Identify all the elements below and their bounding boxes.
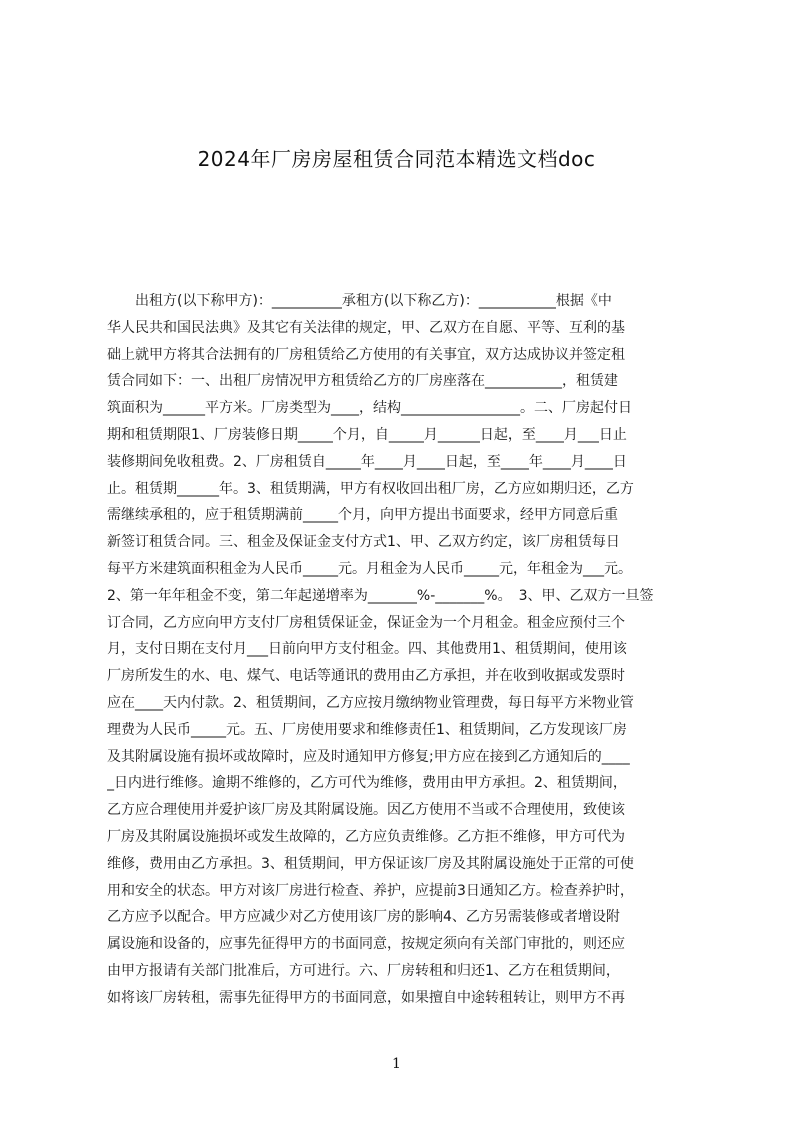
body-line: 乙方应予以配合。甲方应减少对乙方使用该厂房的影响4、乙方另需装修或者增设附 [107, 909, 620, 926]
body-line: 华人民共和国民法典》及其它有关法律的规定，甲、乙双方在自愿、平等、互利的基 [107, 319, 625, 336]
document-title: 2024年厂房房屋租赁合同范本精选文档doc [197, 147, 596, 171]
page-number: 1 [392, 1056, 401, 1072]
body-line: 由甲方报请有关部门批准后，方可进行。六、厂房转租和归还1、乙方在租赁期间， [107, 962, 620, 979]
body-line: _日内进行维修。逾期不维修的，乙方可代为维修，费用由甲方承担。2、租赁期间， [107, 775, 627, 792]
body-line: 如将该厂房转租，需事先征得甲方的书面同意，如果擅自中途转租转让，则甲方不再 [107, 989, 625, 1006]
body-line: 期和租赁期限1、厂房装修日期_____个月，自_____月______日起，至____月___日止 [107, 426, 627, 443]
body-line: 厂房及其附属设施损坏或发生故障的，乙方应负责维修。乙方拒不维修，甲方可代为 [107, 828, 625, 845]
body-line: 装修期间免收租费。2、厂房租赁自_____年____月____日起，至____年____月____日 [107, 453, 627, 470]
body-line: 乙方应合理使用并爱护该厂房及其附属设施。因乙方使用不当或不合理使用，致使该 [107, 802, 625, 819]
body-line: 维修，费用由乙方承担。3、租赁期间，甲方保证该厂房及其附属设施处于正常的可使 [107, 855, 634, 872]
body-line: 属设施和设备的，应事先征得甲方的书面同意，按规定须向有关部门审批的，则还应 [107, 936, 625, 953]
body-line: 理费为人民币_____元。五、厂房使用要求和维修责任1、租赁期间，乙方发现该厂房 [107, 721, 627, 738]
body-line: 础上就甲方将其合法拥有的厂房租赁给乙方使用的有关事宜，双方达成协议并签定租 [107, 346, 625, 363]
body-line: 需继续承租的，应于租赁期满前_____个月，向甲方提出书面要求，经甲方同意后重 [107, 507, 618, 524]
body-line: 月，支付日期在支付月___日前向甲方支付租金。四、其他费用1、租赁期间，使用该 [107, 641, 627, 658]
body-line: 应在____天内付款。2、租赁期间，乙方应按月缴纳物业管理费，每日每平方米物业管 [107, 694, 634, 711]
body-line: 止。租赁期______年。3、租赁期满，甲方有权收回出租厂房，乙方应如期归还，乙方 [107, 480, 634, 497]
body-line: 用和安全的状态。甲方对该厂房进行检查、养护，应提前3日通知乙方。检查养护时， [107, 882, 634, 899]
body-line: 每平方米建筑面积租金为人民币_____元。月租金为人民币_____元，年租金为___元。 [107, 560, 632, 577]
body-line: 新签订租赁合同。三、租金及保证金支付方式1、甲、乙双方约定，该厂房租赁每日 [107, 534, 620, 551]
body-line: 赁合同如下：一、出租厂房情况甲方租赁给乙方的厂房座落在___________，租赁建 [107, 373, 618, 390]
body-line: 筑面积为______平方米。厂房类型为____，结构_________________。二、厂房起付日 [107, 400, 632, 417]
body-line: 订合同，乙方应向甲方支付厂房租赁保证金，保证金为一个月租金。租金应预付三个 [107, 614, 625, 631]
body-line: 2、第一年年租金不变，第二年起递增率为_______%-_______%。 3、甲、乙双方一旦签 [107, 587, 654, 604]
body-line: 出租方(以下称甲方)：__________承租方(以下称乙方)：___________根据《中 [107, 293, 612, 309]
contract-body [107, 288, 697, 1018]
body-line: 及其附属设施有损坏或故障时，应及时通知甲方修复;甲方应在接到乙方通知后的____ [107, 748, 630, 765]
body-line: 厂房所发生的水、电、煤气、电话等通讯的费用由乙方承担，并在收到收据或发票时 [107, 668, 625, 685]
